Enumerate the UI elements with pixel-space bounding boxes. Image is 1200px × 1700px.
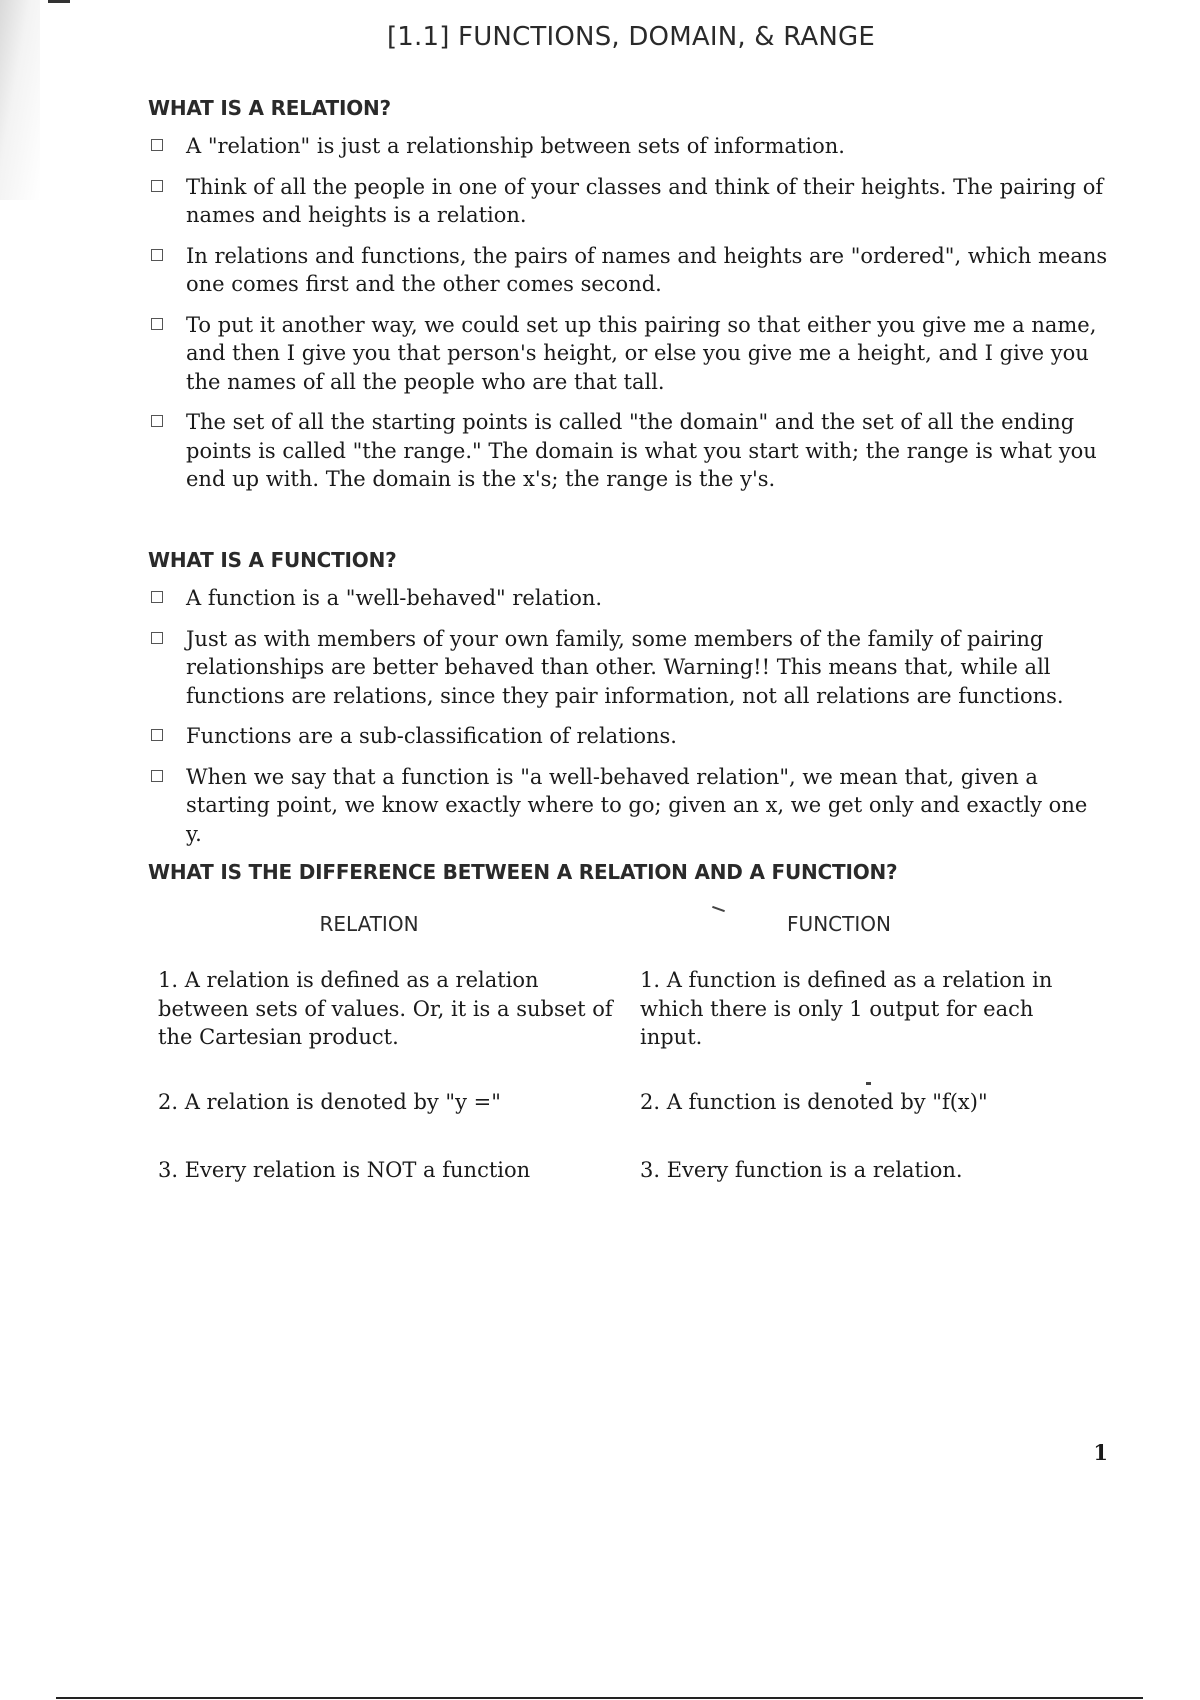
checkbox-bullet-icon xyxy=(151,249,163,261)
bullet-text: Functions are a sub-classification of relations. xyxy=(186,724,677,748)
page-title: [1.1] FUNCTIONS, DOMAIN, & RANGE xyxy=(386,22,876,52)
scan-corner-mark xyxy=(48,0,70,3)
checkbox-bullet-icon xyxy=(151,591,163,603)
section-difference xyxy=(148,860,1108,884)
function-bullet-list xyxy=(148,584,1108,848)
list-item xyxy=(148,311,1108,397)
bullet-text: A "relation" is just a relationship between sets of information. xyxy=(186,134,845,158)
bullet-text: Think of all the people in one of your classes and think of their heights. The pairing of names and heights is a relation. xyxy=(186,174,1104,227)
relation-item: 3. Every relation is NOT a function xyxy=(158,1158,531,1182)
bullet-text: A function is a "well-behaved" relation. xyxy=(186,586,603,610)
checkbox-bullet-icon xyxy=(151,770,163,782)
relation-item: 1. A relation is defined as a relation between sets of values. Or, it is a subset of the Cartesian product. xyxy=(158,968,613,1049)
function-item: 2. A function is denoted by "f(x)" xyxy=(640,1090,988,1114)
list-item xyxy=(148,625,1108,711)
list-item xyxy=(148,242,1108,299)
bullet-text: The set of all the starting points is called "the domain" and the set of all the ending points is called "the range." The domain is what you start with; the range is what you end up with. The domain is the x's; the range is the y's. xyxy=(186,410,1097,491)
section-heading-difference: WHAT IS THE DIFFERENCE BETWEEN A RELATION AND A FUNCTION? xyxy=(148,860,898,884)
function-column-header: FUNCTION xyxy=(787,912,891,936)
list-item xyxy=(148,132,1108,161)
bullet-text: Just as with members of your own family, some members of the family of pairing relationships are better behaved than other. Warning!! This means that, while all functions are relations, since they pair information, not all relations are functions. xyxy=(186,626,1064,708)
footer-rule xyxy=(56,1697,1143,1699)
list-item xyxy=(148,584,1108,613)
section-function xyxy=(148,548,1108,848)
section-heading-function: WHAT IS A FUNCTION? xyxy=(148,548,397,572)
function-item: 3. Every function is a relation. xyxy=(640,1158,963,1182)
checkbox-bullet-icon xyxy=(151,415,163,427)
relation-bullet-list xyxy=(148,132,1108,494)
section-relation xyxy=(148,96,1108,494)
checkbox-bullet-icon xyxy=(151,139,163,151)
checkbox-bullet-icon xyxy=(151,180,163,192)
list-item xyxy=(148,408,1108,494)
bullet-text: When we say that a function is "a well-behaved relation", we mean that, given a starting point, we know exactly where to go; given an x, we get only and exactly one y. xyxy=(186,764,1088,846)
bullet-text: To put it another way, we could set up this pairing so that either you give me a name, and then I give you that person's height, or else you give me a height, and I give you the names of all the people who are that tall. xyxy=(186,312,1097,394)
bullet-text: In relations and functions, the pairs of names and heights are "ordered", which means one comes first and the other comes second. xyxy=(186,243,1108,296)
section-heading-relation: WHAT IS A RELATION? xyxy=(148,96,391,120)
relation-column-header: RELATION xyxy=(319,912,419,936)
comparison-table xyxy=(148,912,1108,1185)
list-item xyxy=(148,763,1108,849)
checkbox-bullet-icon xyxy=(151,318,163,330)
page-number: 1 xyxy=(1093,1440,1108,1465)
scan-speck xyxy=(866,1082,871,1085)
function-item: 1. A function is defined as a relation in which there is only 1 output for each input. xyxy=(640,968,1053,1049)
checkbox-bullet-icon xyxy=(151,729,163,741)
list-item xyxy=(148,722,1108,751)
list-item xyxy=(148,173,1108,230)
relation-item: 2. A relation is denoted by "y =" xyxy=(158,1090,501,1114)
checkbox-bullet-icon xyxy=(151,632,163,644)
